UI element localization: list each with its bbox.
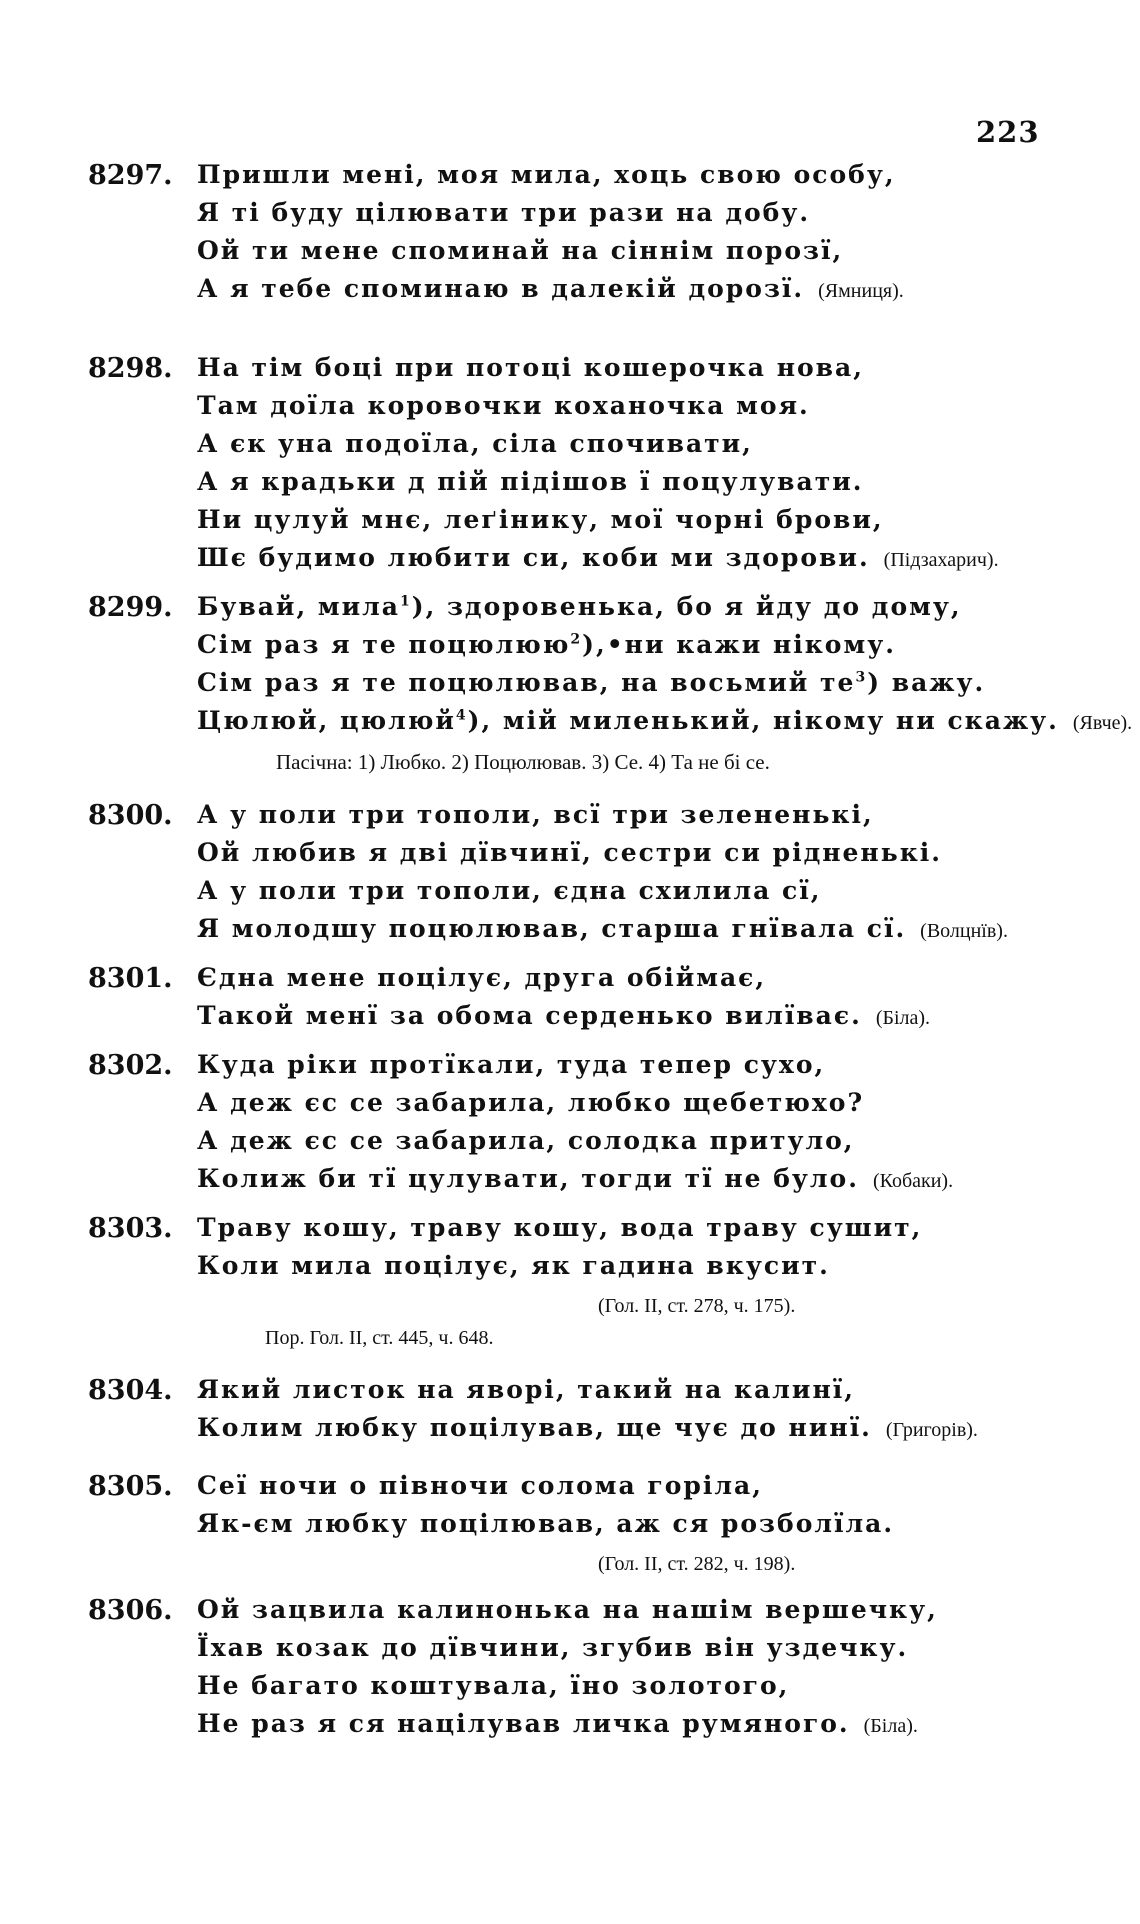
verse-line: Єдна мене поцілує, друга обіймає, — [197, 963, 767, 992]
verse-text: Бувай, мила — [197, 592, 400, 621]
comparison-note: Пор. Гол. II, ст. 445, ч. 648. — [265, 1327, 494, 1349]
entry-number: 8299. — [88, 592, 173, 623]
entry-number: 8302. — [88, 1050, 173, 1081]
verse-line: Там доїла коровочки коханочка моя. — [197, 391, 810, 420]
verse-line: Ой зацвила калинонька на нашім вершечку, — [197, 1595, 938, 1624]
verse-text: Цюлюй, цюлюй — [197, 706, 456, 735]
page-number: 223 — [976, 115, 1040, 149]
entry-number: 8306. — [88, 1595, 173, 1626]
source-village: (Біла). — [875, 1007, 931, 1029]
source-village: (Григорів). — [885, 1419, 978, 1441]
footnote-mark: 1 — [399, 593, 412, 610]
verse-line: Як-єм любку поцілював, аж ся розболїла. — [197, 1509, 895, 1538]
verse-text: Такой менї за обома серденько вилїває. — [197, 1001, 862, 1030]
verse-line — [197, 274, 904, 303]
verse-line: Траву кошу, траву кошу, вода траву сушит, — [197, 1213, 923, 1242]
verse-text: А я тебе споминаю в далекій дорозї. — [197, 274, 805, 303]
source-village: (Явче). — [1072, 712, 1133, 734]
verse-line — [197, 543, 999, 572]
entry-number: 8300. — [88, 800, 173, 831]
verse-line: Пришли мені, моя мила, хоць свою особу, — [197, 160, 896, 189]
source-village: (Підзахарич). — [883, 549, 999, 571]
entry-number: 8303. — [88, 1213, 173, 1244]
verse-line — [197, 1709, 918, 1738]
verse-line — [197, 1413, 978, 1442]
verse-line — [197, 1001, 930, 1030]
verse-line: Я ті буду цілювати три рази на добу. — [197, 198, 811, 227]
verse-text: ), мій миленький, нікому ни скажу. — [467, 706, 1059, 735]
verse-line: А деж єс се забарила, любко щебетюхо? — [197, 1088, 865, 1117]
footnote-line: Пасічна: 1) Любко. 2) Поцюлював. 3) Се. 4) Та не бі се. — [276, 750, 770, 774]
verse-line: Сеї ночи о півночи солома горіла, — [197, 1471, 763, 1500]
entry-number: 8298. — [88, 353, 173, 384]
verse-line: Коли мила поцілує, як гадина вкусит. — [197, 1251, 830, 1280]
footnote-mark: 3 — [855, 669, 868, 686]
entry-number: 8304. — [88, 1375, 173, 1406]
verse-text: ) важу. — [867, 668, 986, 697]
entry-number: 8297. — [88, 160, 173, 191]
verse-line: Куда ріки протїкали, туда тепер сухо, — [197, 1050, 826, 1079]
footnote-mark: 2 — [570, 631, 583, 648]
verse-text: Сім раз я те поцюлюю — [197, 630, 571, 659]
verse-line: А у поли три тополи, всї три зелененькі, — [197, 800, 874, 829]
verse-line — [197, 706, 1132, 735]
verse-text: ), здоровенька, бо я йду до дому, — [411, 592, 962, 621]
verse-line: А єк уна подоїла, сіла спочивати, — [197, 429, 753, 458]
source-village: (Біла). — [863, 1715, 918, 1737]
verse-line: А деж єс се забарила, солодка притуло, — [197, 1126, 855, 1155]
verse-text: Я молодшу поцюлював, старша гнївала сї. — [197, 914, 907, 943]
source-reference: (Гол. II, ст. 278, ч. 175). — [598, 1295, 796, 1317]
verse-line: Ни цулуй мнє, леґінику, мої чорні брови, — [197, 505, 884, 534]
verse-line — [197, 668, 985, 697]
verse-text: ),•ни кажи нікому. — [582, 630, 896, 659]
verse-text: Не раз я ся націлував личка румяного. — [197, 1709, 850, 1738]
verse-line: Їхав козак до дївчини, згубив він уздечку. — [197, 1633, 909, 1662]
verse-line — [197, 592, 962, 621]
verse-line — [197, 630, 896, 659]
source-village: (Кобаки). — [872, 1170, 954, 1192]
verse-line — [197, 1164, 953, 1193]
entry-number: 8305. — [88, 1471, 173, 1502]
footnote-mark: 4 — [455, 707, 468, 724]
verse-text: Сім раз я те поцюлював, на восьмий те — [197, 668, 856, 697]
verse-line: Ой ти мене споминай на сіннім порозї, — [197, 236, 844, 265]
verse-line — [197, 914, 1008, 943]
verse-text: Шє будимо любити си, коби ми здорови. — [197, 543, 870, 572]
source-village: (Волцнїв). — [920, 920, 1008, 942]
verse-line: Не багато коштувала, їно золотого, — [197, 1671, 790, 1700]
verse-line: А я крадьки д пій підішов ї поцулувати. — [197, 467, 864, 496]
verse-line: На тім боці при потоці кошерочка нова, — [197, 353, 864, 382]
entry-number: 8301. — [88, 963, 173, 994]
verse-line: Ой любив я дві дївчинї, сестри си рідненькі. — [197, 838, 942, 867]
verse-text: Колиж би тї цулувати, тогди тї не було. — [197, 1164, 859, 1193]
source-reference: (Гол. II, ст. 282, ч. 198). — [598, 1553, 796, 1575]
source-village: (Ямниця). — [818, 280, 904, 302]
verse-text: Колим любку поцілував, ще чує до нинї. — [197, 1413, 872, 1442]
verse-line: Який листок на яворі, такий на калинї, — [197, 1375, 855, 1404]
verse-line: А у поли три тополи, єдна схилила сї, — [197, 876, 822, 905]
